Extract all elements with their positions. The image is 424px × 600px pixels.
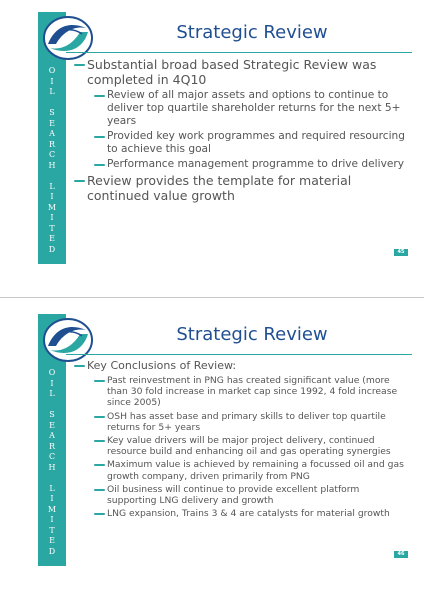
- sidebar-gap: [38, 473, 66, 484]
- sidebar-letter: E: [49, 234, 55, 243]
- bullet-dash-icon: [94, 136, 105, 138]
- title-rule: [66, 354, 412, 355]
- bullet-dash-icon: [74, 365, 85, 367]
- bullet-dash-icon: [94, 164, 105, 166]
- slide-title: Strategic Review: [176, 324, 328, 345]
- sub-bullet-text: Provided key work programmes and required resourcing to achieve this goal: [107, 130, 405, 155]
- sidebar-letter: I: [50, 515, 54, 524]
- sidebar-letter: C: [48, 150, 56, 159]
- sidebar-gap: [38, 171, 66, 182]
- sub-bullet-text: LNG expansion, Trains 3 & 4 are catalysts for material growth: [107, 508, 390, 520]
- sidebar-company-name: [38, 368, 66, 557]
- slide-2: [38, 314, 412, 566]
- title-rule: [66, 52, 412, 53]
- bullet-dash-icon: [94, 380, 105, 382]
- sub-bullet-text: Key value drivers will be major project delivery, continued resource build and enhancing oil and gas operating synergies: [107, 435, 391, 458]
- oil-search-logo-icon: [42, 14, 94, 62]
- bullet-dash-icon: [94, 440, 105, 442]
- page-number: 46: [394, 551, 408, 558]
- slide-1: [38, 12, 412, 264]
- sidebar-letter: M: [47, 504, 57, 514]
- sidebar-letter: D: [48, 244, 56, 254]
- bullet-dash-icon: [94, 464, 105, 466]
- sidebar-letter: H: [48, 462, 56, 472]
- bullet-text: Review provides the template for material continued value growth: [87, 173, 352, 203]
- sub-bullet-item: [74, 158, 406, 171]
- sidebar-letter: E: [49, 420, 55, 430]
- oil-search-logo-icon: [42, 316, 94, 364]
- sub-bullet-item: [74, 375, 406, 409]
- sidebar-letter: D: [48, 546, 56, 556]
- sidebar-letter: I: [50, 192, 54, 201]
- sidebar-letter: S: [49, 108, 55, 117]
- sub-bullet-text: Oil business will continue to provide excellent platform supporting LNG delivery and growth: [107, 483, 360, 507]
- slide-title: Strategic Review: [176, 22, 328, 43]
- bullet-dash-icon: [74, 180, 85, 182]
- sidebar-letter: L: [49, 181, 55, 191]
- sidebar-letter: R: [48, 139, 56, 149]
- sidebar-letter: I: [50, 378, 54, 388]
- page-separator: [0, 297, 424, 298]
- bullet-dash-icon: [94, 416, 105, 418]
- sidebar-letter: H: [48, 160, 56, 170]
- sidebar-letter: A: [49, 431, 55, 440]
- sidebar-letter: I: [50, 76, 54, 86]
- sub-bullet-item: [74, 411, 406, 433]
- slide-content: [74, 359, 406, 521]
- sidebar-letter: C: [48, 452, 56, 461]
- sub-bullet-item: [74, 484, 406, 506]
- sidebar-letter: I: [50, 494, 54, 503]
- bullet-dash-icon: [74, 64, 85, 66]
- sidebar-letter: T: [49, 525, 55, 535]
- bullet-dash-icon: [94, 95, 105, 97]
- sidebar-letter: I: [50, 213, 54, 222]
- bullet-dash-icon: [94, 489, 105, 491]
- sidebar-letter: T: [49, 223, 55, 233]
- sub-bullet-text: OSH has asset base and primary skills to deliver top quartile returns for 5+ years: [107, 410, 386, 433]
- bullet-item: [74, 359, 406, 373]
- sidebar-letter: R: [48, 441, 56, 451]
- sidebar-letter: L: [49, 87, 55, 96]
- sub-bullet-item: [74, 89, 406, 128]
- bullet-item: [74, 173, 406, 203]
- bullet-dash-icon: [94, 513, 105, 515]
- sidebar-letter: L: [49, 483, 55, 493]
- sub-bullet-item: [74, 435, 406, 457]
- sub-bullet-item: [74, 459, 406, 481]
- sidebar-gap: [38, 400, 66, 411]
- sub-bullet-text: Past reinvestment in PNG has created significant value (more than 30 fold increase in market cap since 1992, 4 fold increase since 2005): [107, 375, 398, 409]
- sidebar-letter: S: [49, 410, 55, 419]
- sub-bullet-text: Review of all major assets and options to continue to deliver top quartile shareholder returns for the next 5+ years: [107, 89, 401, 127]
- sub-bullet-text: Maximum value is achieved by remaining a focussed oil and gas growth company, driven primarily from PNG: [107, 459, 404, 482]
- bullet-text: Key Conclusions of Review:: [87, 359, 237, 372]
- sub-bullet-text: Performance management programme to drive delivery: [107, 158, 404, 170]
- sidebar-letter: M: [47, 202, 57, 212]
- bullet-item: [74, 57, 406, 87]
- page-number: 45: [394, 249, 408, 256]
- sidebar-letter: A: [49, 129, 55, 138]
- sidebar-company-name: [38, 66, 66, 255]
- sidebar-letter: E: [49, 536, 55, 545]
- sidebar-gap: [38, 98, 66, 109]
- sidebar-letter: E: [49, 118, 55, 128]
- sub-bullet-item: [74, 508, 406, 519]
- bullet-text: Substantial broad based Strategic Review was completed in 4Q10: [87, 57, 377, 87]
- sidebar-letter: L: [49, 389, 55, 398]
- slide-content: [74, 57, 406, 205]
- sidebar-letter: O: [48, 66, 56, 75]
- sub-bullet-item: [74, 130, 406, 156]
- sidebar-letter: O: [48, 368, 56, 377]
